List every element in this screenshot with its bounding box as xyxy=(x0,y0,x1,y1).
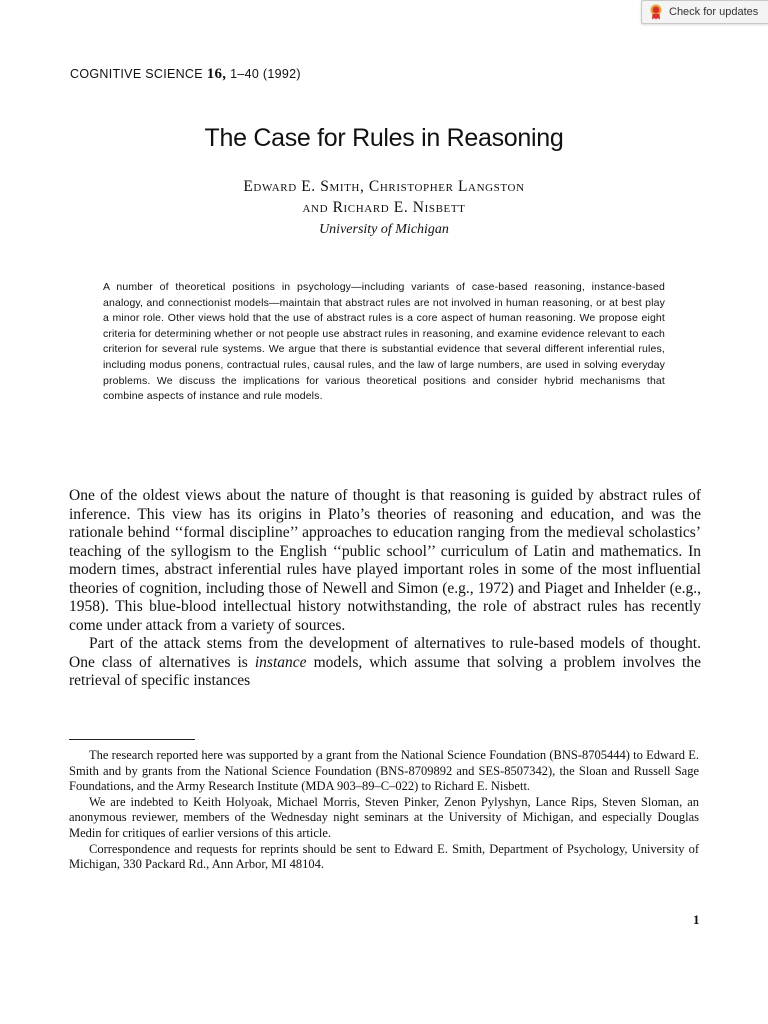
body-text xyxy=(69,487,701,691)
footnote-acknowledgments: We are indebted to Keith Holyoak, Michael Morris, Steven Pinker, Zenon Pylyshyn, Lance Rips, Steven Sloman, an anonymous reviewer, members of the Wednesday night seminars at the University of Michigan, and especially Douglas Medin for critiques of earlier versions of this article. xyxy=(69,794,699,840)
check-for-updates-badge[interactable] xyxy=(641,0,768,24)
journal-pages: 1–40 (1992) xyxy=(230,67,301,81)
update-ribbon-icon xyxy=(649,4,663,20)
paper-title: The Case for Rules in Reasoning xyxy=(204,124,564,152)
footnote-funding: The research reported here was supported by a grant from the National Science Foundation (BNS-8705444) to Edward E. Smith and by grants from the National Science Foundation (BNS-8709892 and SES-8507342), the Sloan and Russell Sage Foundations, and the Army Research Institute (MDA 903–89–C–022) to Richard E. Nisbett. xyxy=(69,748,699,794)
journal-citation xyxy=(70,66,301,83)
paragraph-2-end: models, which assume that solving a problem involves the retrieval of specific instances xyxy=(69,653,701,689)
affiliation: University of Michigan xyxy=(319,222,449,237)
abstract: A number of theoretical positions in psychology—including variants of case-based reasoning, instance-based analogy, and connectionist models—maintain that abstract rules are not involved in human reasoning, or at best play a minor role. Other views hold that the use of abstract rules is a core aspect of human reasoning. We propose eight criteria for determining whether or not people use abstract rules in reasoning, and examine evidence relevant to each criterion for several rule systems. We argue that there is substantial evidence that several different inferential rules, including modus ponens, contractual rules, causal rules, and the law of large numbers, are used in solving everyday problems. We discuss the implications for various theoretical positions and consider hybrid mechanisms that combine aspects of instance and rule models. xyxy=(103,281,665,403)
author-line-2: and Richard E. Nisbett xyxy=(302,199,466,216)
footnote-divider xyxy=(69,739,195,740)
journal-name: COGNITIVE SCIENCE xyxy=(70,67,203,81)
page-number: 1 xyxy=(693,912,700,927)
footnote-correspondence: Correspondence and requests for reprints should be sent to Edward E. Smith, Department of Psychology, University of Michigan, 330 Packard Rd., Ann Arbor, MI 48104. xyxy=(69,841,699,872)
paragraph-1: One of the oldest views about the nature of thought is that reasoning is guided by abstract rules of inference. This view has its origins in Plato’s theories of reasoning and education, and was the rationale behind ‘‘formal discipline’’ approaches to education ranging from the medieval scholastics’ teaching of the syllogism to the English ‘‘public school’’ curriculum of Latin and mathematics. In modern times, abstract inferential rules have played important roles in some of the most influential theories of cognition, including those of Newell and Simon (e.g., 1972) and Piaget and Inhelder (e.g., 1958). This blue-blood intellectual history notwithstanding, the role of abstract rules has recently come under attack from a variety of sources. xyxy=(69,487,701,634)
emphasis-instance: instance xyxy=(254,653,307,671)
check-for-updates-label: Check for updates xyxy=(669,6,759,18)
journal-volume: 16, xyxy=(206,66,227,82)
paragraph-2-start: Part of the attack stems from the development of alternatives to rule-based models of thought. One class of alternatives is xyxy=(69,635,701,671)
author-line-1: Edward E. Smith, Christopher Langston xyxy=(243,178,525,195)
footnotes xyxy=(69,748,699,873)
paragraph-2 xyxy=(69,635,701,691)
